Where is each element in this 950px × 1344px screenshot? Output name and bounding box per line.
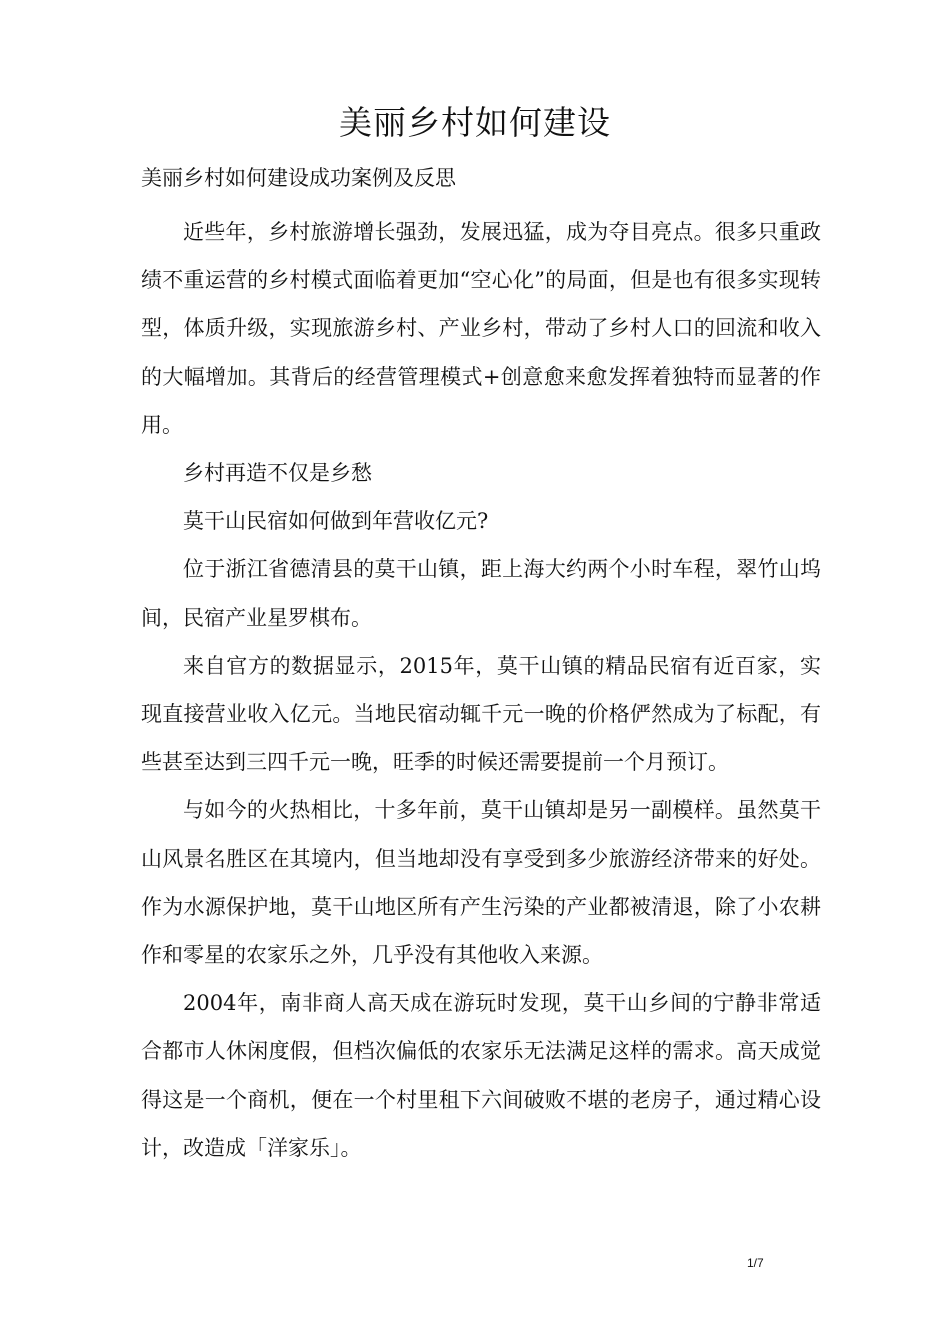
paragraph-location: 位于浙江省德清县的莫干山镇，距上海大约两个小时车程，翠竹山坞间，民宿产业星罗棋布。 [141, 557, 821, 630]
paragraph-intro: 近些年，乡村旅游增长强劲，发展迅猛，成为夺目亮点。很多只重政绩不重运营的乡村模式面临着更加“空心化”的局面，但是也有很多实现转型，体质升级，实现旅游乡村、产业乡村，带动了乡村人口的回流和收入的大幅增加。其背后的经营管理模式+创意愈来愈发挥着独特而显著的作用。 [141, 220, 821, 437]
paragraph-heading-rebuild: 乡村再造不仅是乡愁 [183, 461, 372, 486]
document-title: 美丽乡村如何建设 [339, 103, 611, 142]
paragraph-2004: 2004年，南非商人高天成在游玩时发现，莫干山乡间的宁静非常适合都市人休闲度假，但档次偏低的农家乐无法满足这样的需求。高天成觉得这是一个商机，便在一个村里租下六间破败不堪的老房子，通过精心设计，改造成「洋家乐」。 [141, 991, 821, 1160]
paragraph-history: 与如今的火热相比，十多年前，莫干山镇却是另一副模样。虽然莫干山风景名胜区在其境内，但当地却没有享受到多少旅游经济带来的好处。作为水源保护地，莫干山地区所有产生污染的产业都被清退，除了小农耕作和零星的农家乐之外，几乎没有其他收入来源。 [141, 798, 821, 968]
document-subtitle: 美丽乡村如何建设成功案例及反思 [141, 166, 456, 190]
paragraph-statistics: 来自官方的数据显示，2015年，莫干山镇的精品民宿有近百家，实现直接营业收入亿元。当地民宿动辄千元一晚的价格俨然成为了标配，有些甚至达到三四千元一晚，旺季的时候还需要提前一个月预订。 [141, 653, 821, 775]
paragraph-heading-moganshan: 莫干山民宿如何做到年营收亿元? [183, 509, 489, 534]
page-number: 1/7 [747, 1256, 764, 1270]
document-body [141, 208, 821, 1172]
